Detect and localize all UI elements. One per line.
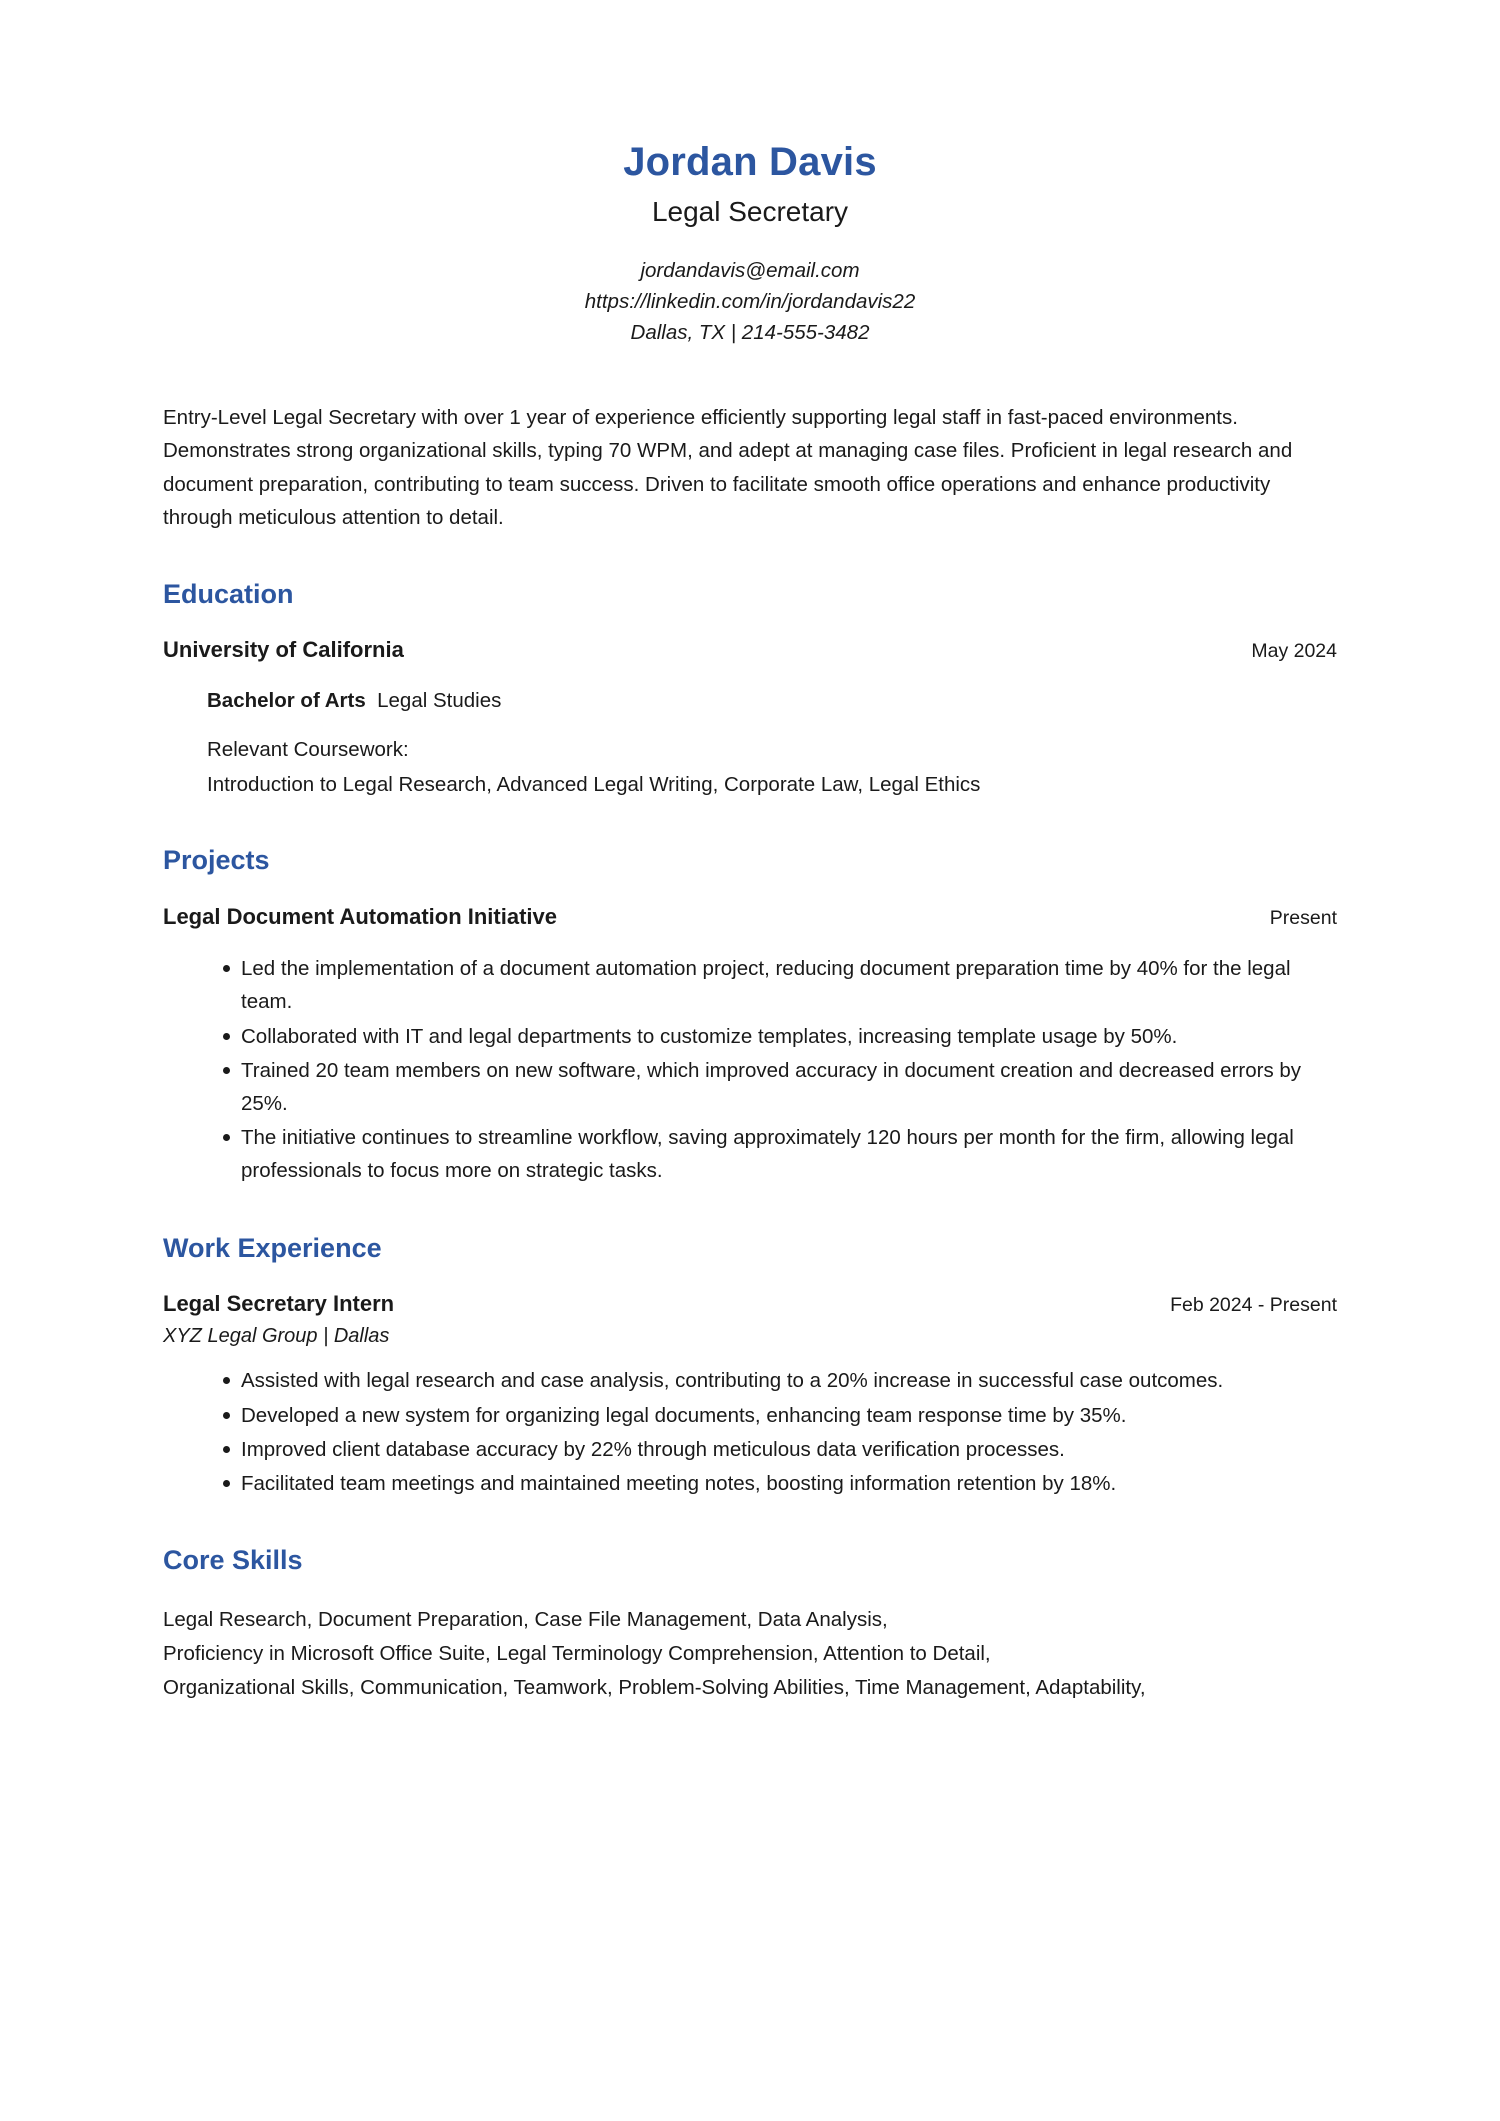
project-entry xyxy=(163,903,1337,1188)
work-date-range: Feb 2024 - Present xyxy=(1170,1293,1337,1316)
resume-header xyxy=(163,0,1337,348)
contact-linkedin[interactable]: https://linkedin.com/in/jordandavis22 xyxy=(584,289,916,313)
work-bullet-list xyxy=(163,1364,1337,1500)
work-job-title: Legal Secretary Intern xyxy=(163,1290,395,1316)
list-item: Improved client database accuracy by 22% through meticulous data verification processes. xyxy=(223,1433,1337,1466)
candidate-job-title: Legal Secretary xyxy=(651,196,849,227)
contact-block xyxy=(163,255,1337,348)
section-heading-education: Education xyxy=(163,579,294,610)
section-education xyxy=(163,578,1337,800)
work-entry xyxy=(163,1290,1337,1500)
list-item: Facilitated team meetings and maintained meeting notes, boosting information retention by 18%. xyxy=(223,1467,1337,1500)
section-projects xyxy=(163,844,1337,1187)
core-skills-line: Organizational Skills, Communication, Teamwork, Problem-Solving Abilities, Time Management, Adaptability, xyxy=(163,1675,1146,1699)
section-core-skills xyxy=(163,1544,1337,1704)
education-degree-type: Bachelor of Arts xyxy=(207,688,366,712)
contact-email[interactable]: jordandavis@email.com xyxy=(640,258,860,282)
core-skills-line: Legal Research, Document Preparation, Case File Management, Data Analysis, xyxy=(163,1607,888,1631)
education-details xyxy=(207,685,1337,800)
coursework-label: Relevant Coursework: xyxy=(207,737,409,761)
project-title: Legal Document Automation Initiative xyxy=(163,903,557,929)
coursework-list: Introduction to Legal Research, Advanced Legal Writing, Corporate Law, Legal Ethics xyxy=(207,772,981,796)
list-item: Developed a new system for organizing legal documents, enhancing team response time by 35%. xyxy=(223,1399,1337,1432)
section-heading-work-experience: Work Experience xyxy=(163,1232,382,1263)
core-skills-line: Proficiency in Microsoft Office Suite, Legal Terminology Comprehension, Attention to Detail, xyxy=(163,1641,991,1665)
list-item: Assisted with legal research and case analysis, contributing to a 20% increase in successful case outcomes. xyxy=(223,1364,1337,1397)
project-entry-row xyxy=(163,903,1337,931)
project-bullet-list xyxy=(163,952,1337,1187)
list-item: Collaborated with IT and legal departments to customize templates, increasing template usage by 50%. xyxy=(223,1020,1337,1053)
professional-summary: Entry-Level Legal Secretary with over 1 year of experience efficiently supporting legal staff in fast-paced environments. Demonstrates strong organizational skills, typing 70 WPM, and adept at managing case files. Proficient in legal research and document preparation, contributing to team success. Driven to facilitate smooth office operations and enhance productivity through meticulous attention to detail. xyxy=(163,406,1293,529)
education-date: May 2024 xyxy=(1251,640,1337,663)
section-heading-projects: Projects xyxy=(163,845,270,876)
project-date: Present xyxy=(1269,906,1337,929)
education-school: University of California xyxy=(163,637,404,663)
work-entry-row xyxy=(163,1290,1337,1318)
contact-location-phone: Dallas, TX | 214-555-3482 xyxy=(630,321,870,345)
candidate-name: Jordan Davis xyxy=(623,140,877,184)
education-entry xyxy=(163,636,1337,800)
core-skills-body xyxy=(163,1603,1337,1705)
education-degree-line xyxy=(207,685,1337,717)
list-item: Trained 20 team members on new software, which improved accuracy in document creation and decreased errors by 25%. xyxy=(223,1054,1337,1120)
education-entry-row xyxy=(163,636,1337,664)
list-item: The initiative continues to streamline workflow, saving approximately 120 hours per month for the firm, allowing legal professionals to focus more on strategic tasks. xyxy=(223,1121,1337,1187)
section-work-experience xyxy=(163,1232,1337,1501)
education-degree-field: Legal Studies xyxy=(377,688,502,712)
work-company-location: XYZ Legal Group | Dallas xyxy=(163,1325,390,1348)
section-heading-core-skills: Core Skills xyxy=(163,1545,303,1576)
list-item: Led the implementation of a document automation project, reducing document preparation time by 40% for the legal team. xyxy=(223,952,1337,1018)
